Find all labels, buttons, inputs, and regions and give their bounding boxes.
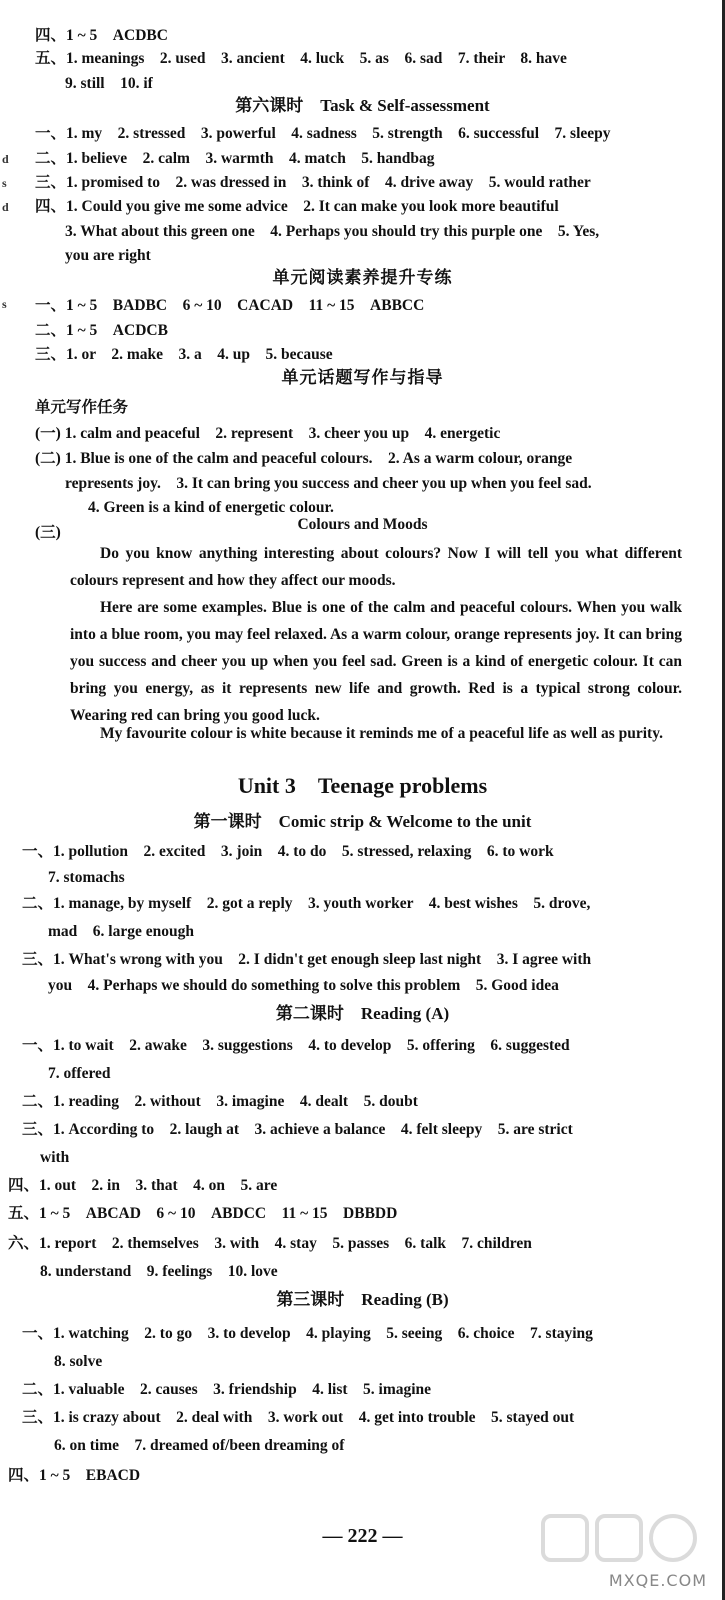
lesson-heading: 第六课时 Task & Self-assessment — [235, 96, 490, 115]
answer-line: 一、1. watching 2. to go 3. to develop 4. playing 5. seeing 6. choice 7. staying — [22, 1325, 593, 1342]
answer-line: 7. offered — [48, 1065, 111, 1082]
lesson-heading: 第三课时 Reading (B) — [276, 1290, 449, 1309]
margin-mark: s — [2, 176, 7, 190]
answer-line: 8. solve — [54, 1353, 103, 1370]
answer-line: 一、1. pollution 2. excited 3. join 4. to do 5. stressed, relaxing 6. to work — [22, 843, 554, 860]
answer-line: with — [40, 1149, 70, 1166]
section-heading: 单元阅读素养提升专练 — [272, 268, 453, 287]
answer-line: 一、1. to wait 2. awake 3. suggestions 4. to develop 5. offering 6. suggested — [22, 1037, 570, 1054]
margin-mark: s — [2, 297, 7, 311]
answer-line: 9. still 10. if — [65, 75, 153, 92]
answer-line: 五、1. meanings 2. used 3. ancient 4. luck 5. as 6. sad 7. their 8. have — [35, 50, 567, 67]
answer-line: 四、1. out 2. in 3. that 4. on 5. are — [8, 1177, 278, 1194]
answer-line: 6. on time 7. dreamed of/been dreaming of — [54, 1437, 345, 1454]
answer-line: 3. What about this green one 4. Perhaps you should try this purple one 5. Yes, — [65, 223, 600, 240]
answer-line: 三、1. is crazy about 2. deal with 3. work out 4. get into trouble 5. stayed out — [22, 1409, 575, 1426]
lesson-heading: 第一课时 Comic strip & Welcome to the unit — [193, 812, 532, 831]
lesson-heading: 第二课时 Reading (A) — [275, 1004, 450, 1023]
answer-line: 四、1 ~ 5 ACDBC — [35, 27, 168, 44]
page-number: — 222 — — [322, 1525, 403, 1547]
essay-paragraph: Do you know anything interesting about colours? Now I will tell you what different colours represent and how they affect our moods. — [70, 545, 682, 589]
answer-line: 二、1 ~ 5 ACDCB — [35, 322, 168, 339]
answer-line: 二、1. valuable 2. causes 3. friendship 4. list 5. imagine — [22, 1381, 432, 1398]
answer-line: 8. understand 9. feelings 10. love — [40, 1263, 278, 1280]
answer-line: 六、1. report 2. themselves 3. with 4. stay 5. passes 6. talk 7. children — [8, 1235, 532, 1252]
answer-line: (一) 1. calm and peaceful 2. represent 3. cheer you up 4. energetic — [35, 425, 501, 442]
answer-line: 一、1 ~ 5 BADBC 6 ~ 10 CACAD 11 ~ 15 ABBCC — [35, 297, 425, 314]
answer-line: 三、1. or 2. make 3. a 4. up 5. because — [35, 346, 333, 363]
margin-mark: d — [2, 152, 9, 166]
unit-title: Unit 3 Teenage problems — [237, 773, 488, 798]
answer-line: (三) — [35, 524, 61, 541]
answer-line: represents joy. 3. It can bring you success and cheer you up when you feel sad. — [65, 475, 592, 492]
answer-line: 四、1 ~ 5 EBACD — [8, 1467, 141, 1484]
answer-line: 4. Green is a kind of energetic colour. — [88, 499, 334, 516]
answer-line: 三、1. According to 2. laugh at 3. achieve a balance 4. felt sleepy 5. are strict — [22, 1121, 573, 1138]
answer-line: 三、1. promised to 2. was dressed in 3. think of 4. drive away 5. would rather — [35, 174, 591, 191]
answer-line: you are right — [65, 247, 151, 264]
essay-paragraph: My favourite colour is white because it reminds me of a peaceful life as well as purity. — [100, 725, 663, 742]
sub-heading: 单元写作任务 — [35, 399, 129, 416]
answer-line: 五、1 ~ 5 ABCAD 6 ~ 10 ABDCC 11 ~ 15 DBBDD — [8, 1205, 398, 1222]
answer-line: 三、1. What's wrong with you 2. I didn't get enough sleep last night 3. I agree with — [22, 951, 592, 968]
answer-line: 一、1. my 2. stressed 3. powerful 4. sadness 5. strength 6. successful 7. sleepy — [35, 125, 611, 142]
essay-title: Colours and Moods — [297, 516, 428, 533]
answer-line: (二) 1. Blue is one of the calm and peaceful colours. 2. As a warm colour, orange — [35, 450, 573, 467]
watermark-text: MXQE.COM — [608, 1571, 707, 1590]
answer-line: 二、1. reading 2. without 3. imagine 4. dealt 5. doubt — [22, 1093, 418, 1110]
answer-line: 7. stomachs — [48, 869, 125, 886]
section-heading: 单元话题写作与指导 — [281, 368, 444, 387]
answer-line: 四、1. Could you give me some advice 2. It can make you look more beautiful — [35, 198, 559, 215]
answer-line: 二、1. believe 2. calm 3. warmth 4. match 5. handbag — [35, 150, 435, 167]
answer-line: mad 6. large enough — [48, 923, 194, 940]
answer-line: 二、1. manage, by myself 2. got a reply 3. youth worker 4. best wishes 5. drove, — [22, 895, 591, 912]
essay-paragraph: Here are some examples. Blue is one of the calm and peaceful colours. When you walk into a blue room, you may feel relaxed. As a warm colour, orange represents joy. It can bring you success and cheer you up when you feel sad. Green is a kind of energetic colour. It can bring you energy, as it represents new life and growth. Red is a typical strong colour. Wearing red can bring you good luck. — [70, 599, 682, 724]
margin-mark: d — [2, 200, 9, 214]
answer-line: you 4. Perhaps we should do something to solve this problem 5. Good idea — [48, 977, 559, 994]
